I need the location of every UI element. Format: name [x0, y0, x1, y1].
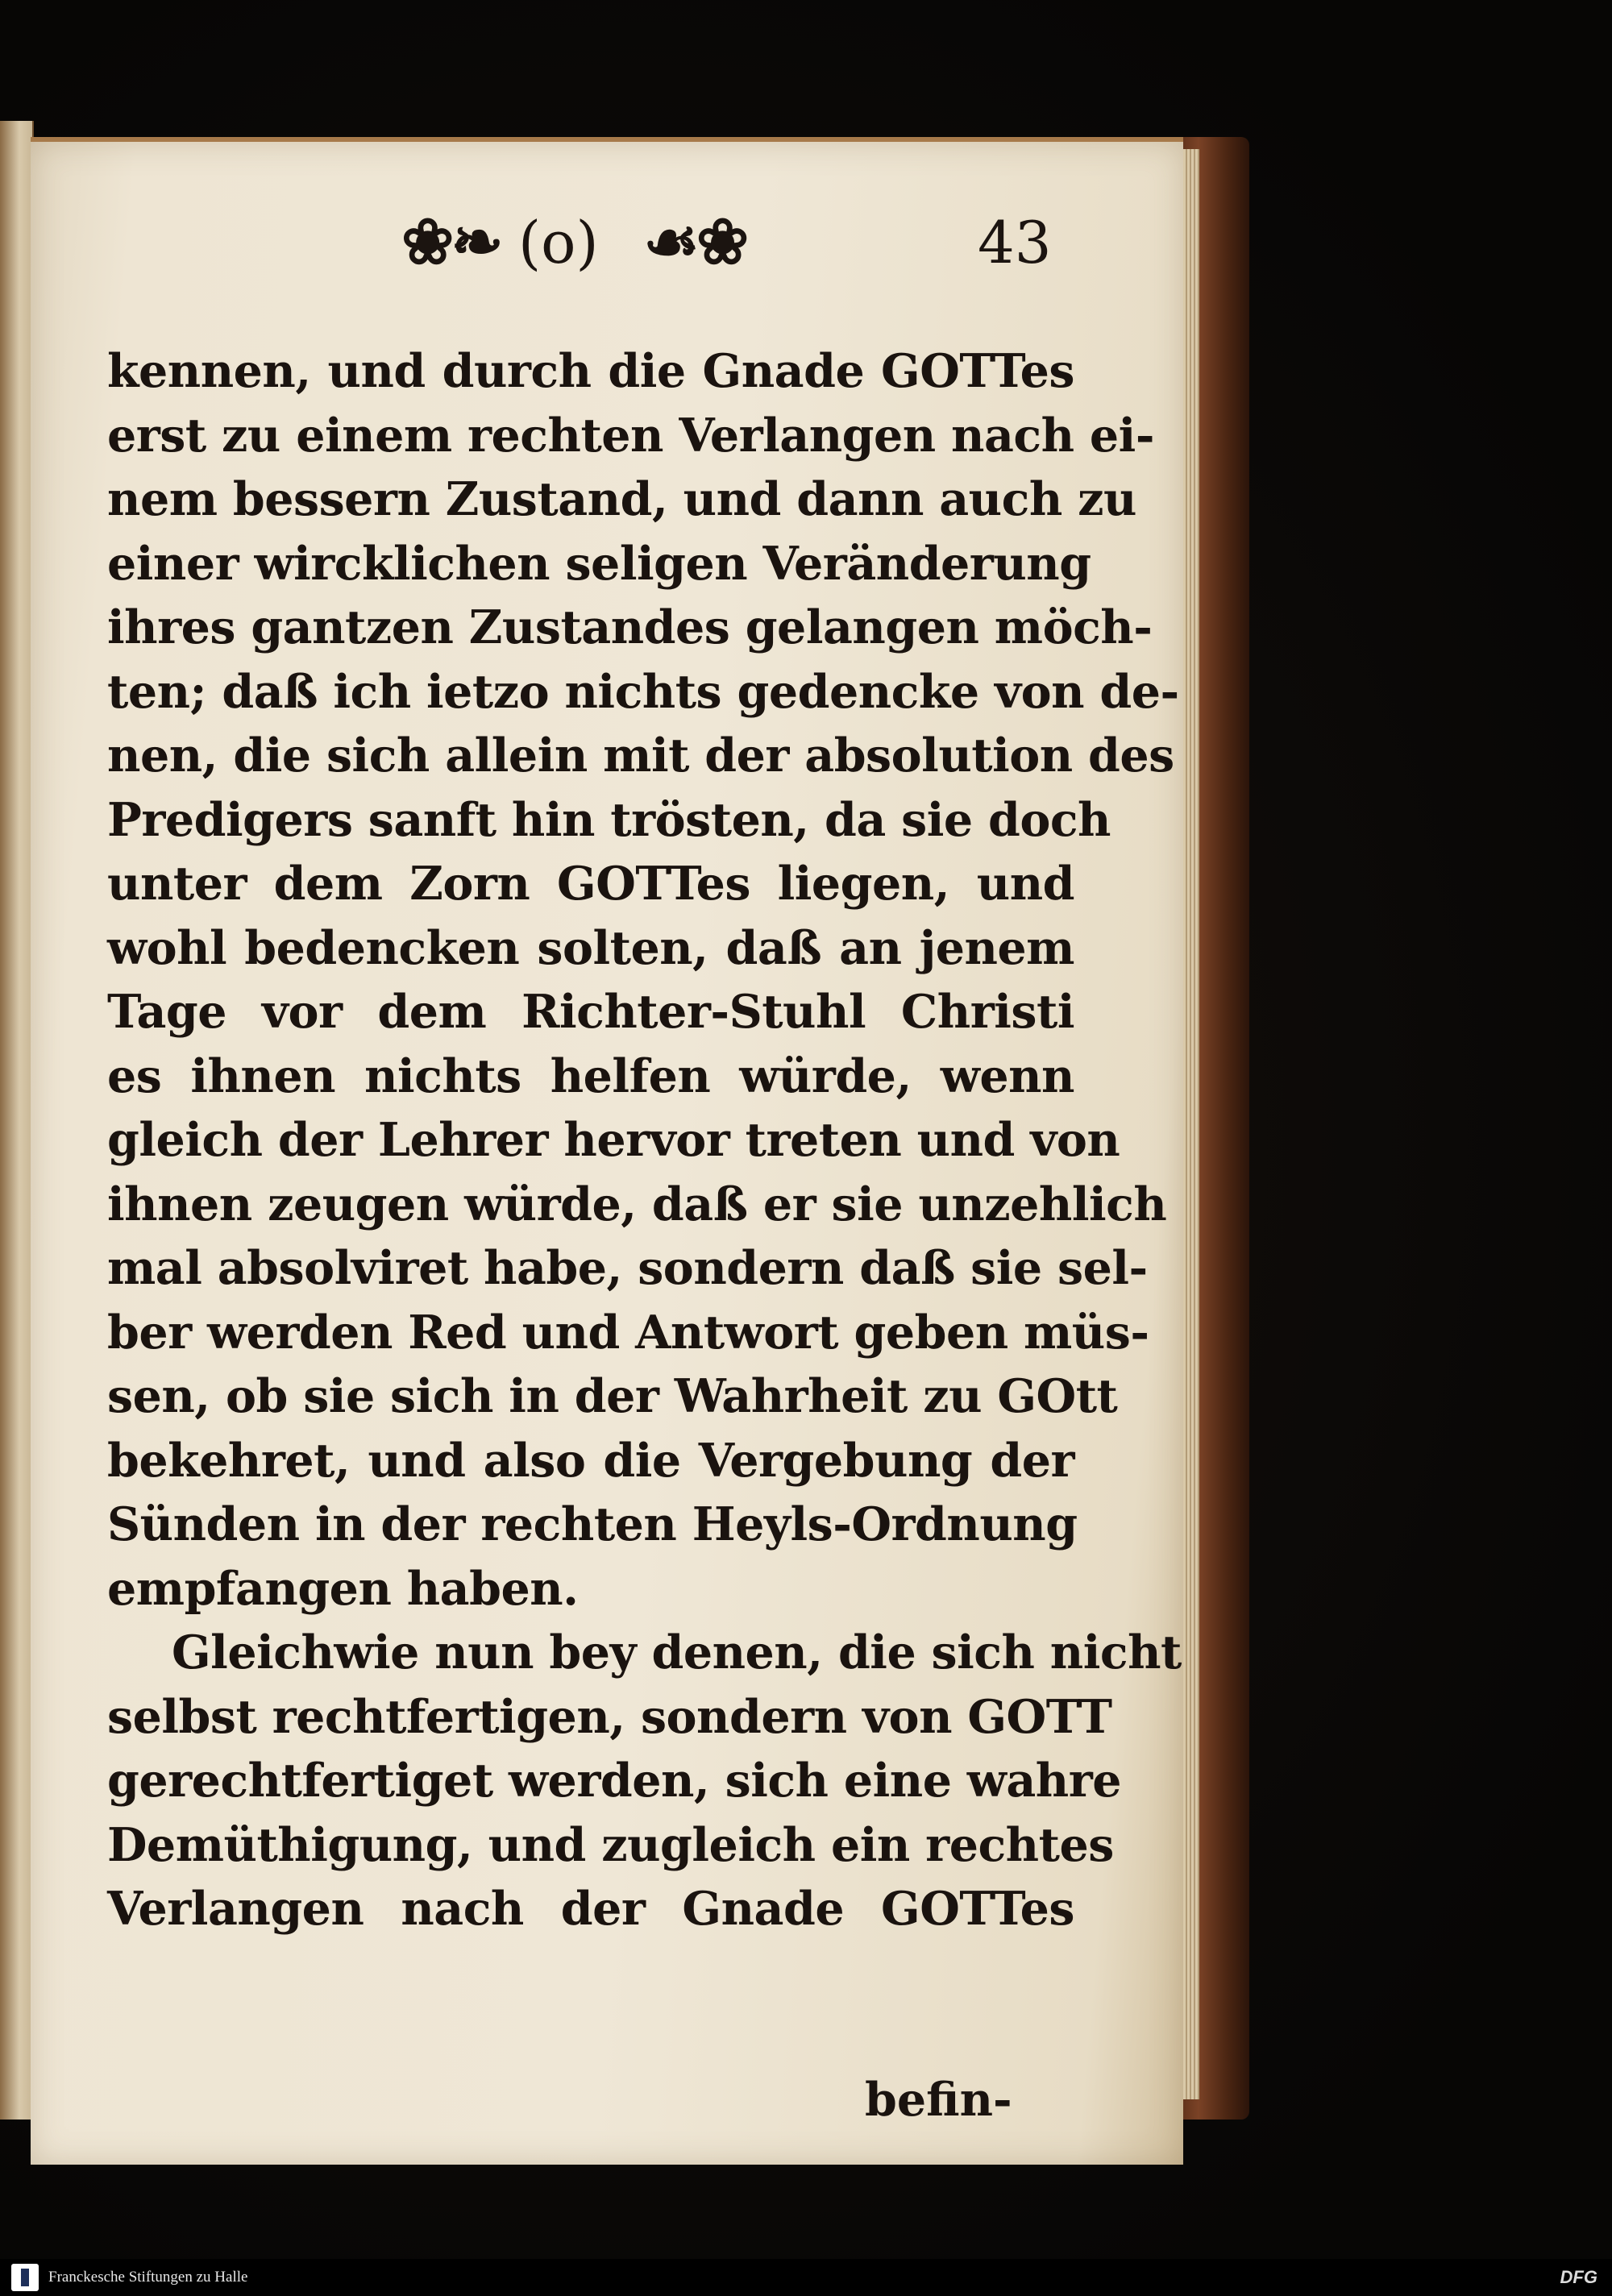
running-header: [31, 198, 1183, 287]
text-line: selbst rechtfertigen, sondern von GOTT: [107, 1689, 1112, 1744]
body-text: [107, 339, 1182, 1941]
text-line: einer wircklichen seligen Veränderung: [107, 536, 1091, 591]
text-line: Sünden in der rechten Heyls-Ordnung: [107, 1497, 1078, 1551]
text-line: nem bessern Zustand, und dann auch zu: [107, 472, 1136, 526]
text-line: ihres gantzen Zustandes gelangen möch-: [107, 600, 1153, 654]
text-line: ihnen zeugen würde, daß er sie unzehlich: [107, 1177, 1167, 1231]
text-line: nen, die sich allein mit der absolution des: [107, 729, 1174, 783]
text-line: wohl bedencken solten, daß an jenem: [107, 920, 1074, 975]
text-line: es ihnen nichts helfen würde, wenn: [107, 1048, 1074, 1103]
text-line: unter dem Zorn GOTTes liegen, und: [107, 857, 1074, 911]
text-line-paragraph-end: empfangen haben.: [107, 1561, 579, 1616]
text-line: bekehret, und also die Vergebung der: [107, 1433, 1074, 1488]
text-line: gleich der Lehrer hervor treten und von: [107, 1113, 1120, 1167]
text-line: Verlangen nach der Gnade GOTTes: [107, 1882, 1074, 1936]
text-line: mal absolviret habe, sondern daß sie sel-: [107, 1241, 1148, 1295]
text-line: Tage vor dem Richter-Stuhl Christi: [107, 985, 1074, 1039]
header-ornament-right: ☙❀: [643, 206, 746, 279]
text-line: Demüthigung, und zugleich ein rechtes: [107, 1817, 1114, 1872]
text-line: sen, ob sie sich in der Wahrheit zu GOtt: [107, 1369, 1118, 1423]
header-ornament-left: ❀❧: [401, 206, 501, 279]
text-line: ber werden Red und Antwort geben müs-: [107, 1305, 1149, 1360]
text-line: erst zu einem rechten Verlangen nach ei-: [107, 408, 1154, 463]
text-line: gerechtfertiget werden, sich eine wahre: [107, 1754, 1122, 1808]
francke-foundation-logo-icon: [11, 2264, 39, 2291]
footer-bar: [0, 2259, 1612, 2296]
book-page: [31, 137, 1183, 2165]
text-line: ten; daß ich ietzo nichts gedencke von de-: [107, 664, 1179, 719]
text-line-paragraph-start: Gleichwie nun bey denen, die sich nicht: [172, 1625, 1182, 1679]
dfg-logo: DFG: [1560, 2267, 1597, 2287]
text-line: kennen, und durch die Gnade GOTTes: [107, 344, 1074, 398]
page-number: 43: [978, 209, 1052, 276]
facing-page-edge: [0, 121, 34, 2120]
text-line: Predigers sanft hin trösten, da sie doch: [107, 792, 1111, 847]
header-signature-mark: (o): [518, 209, 599, 276]
footer-institution-label: Franckesche Stiftungen zu Halle: [48, 2269, 248, 2286]
catchword: befin-: [865, 2073, 1012, 2127]
